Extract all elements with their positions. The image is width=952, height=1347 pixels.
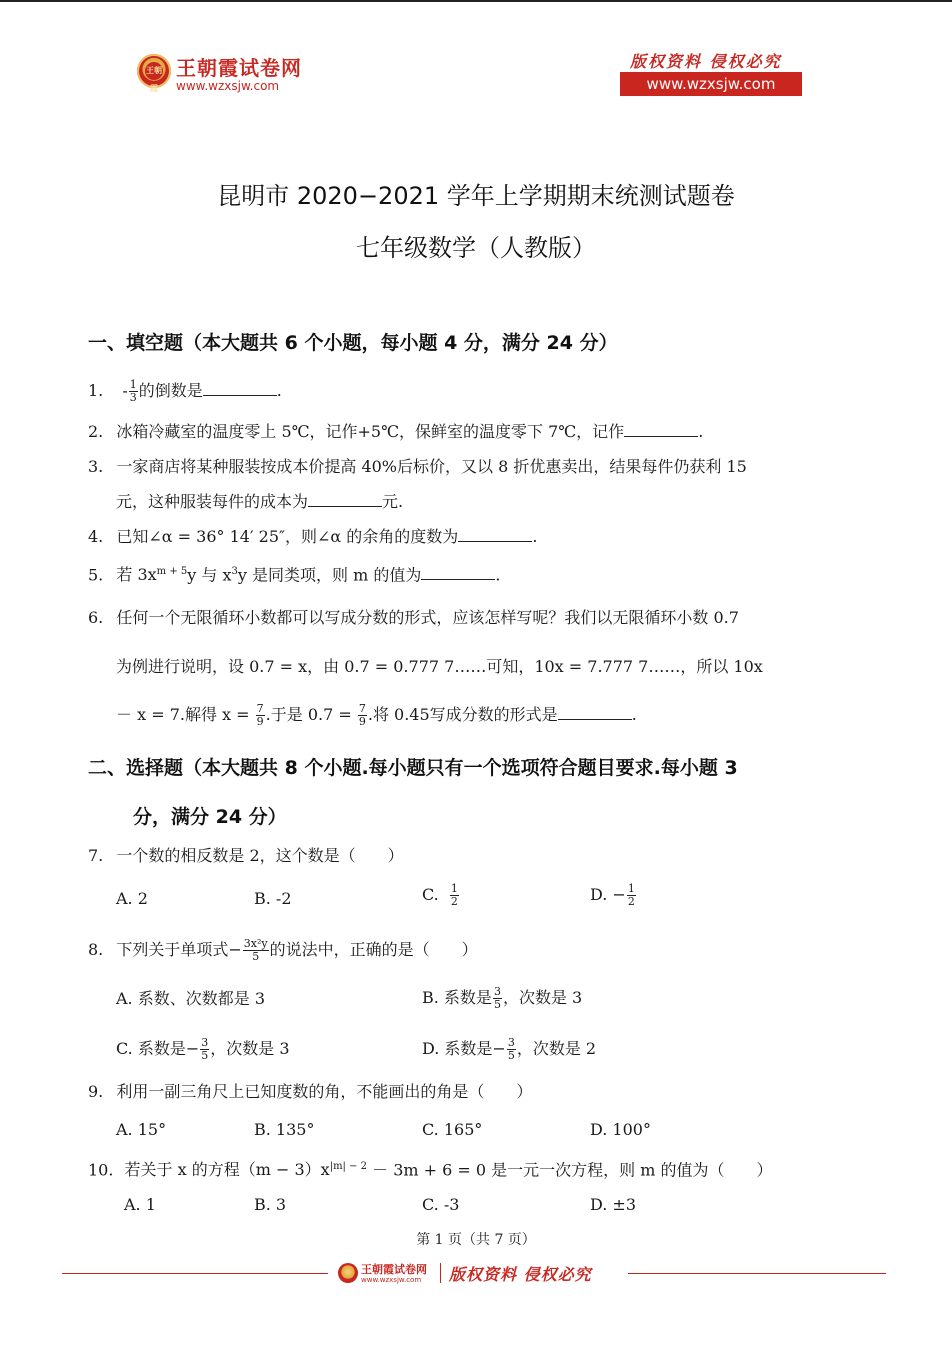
q6-line3 (116, 703, 637, 728)
q4-end: . (532, 527, 538, 546)
q8-b-label: B. 系数是 (422, 988, 492, 1007)
q7-d-label: D. − (590, 885, 626, 904)
footer-slogan: 版权资料 侵权必究 (449, 1265, 592, 1284)
q8-d-fraction (507, 1037, 516, 1062)
section2-heading-cont: 分，满分 24 分） (133, 806, 287, 828)
section1-heading: 一、填空题（本大题共 6 个小题，每小题 4 分，满分 24 分） (88, 332, 618, 354)
q8-option-b[interactable] (422, 986, 582, 1011)
q9-number: 9. (88, 1082, 104, 1101)
q7-c-den: 2 (450, 895, 458, 908)
q1-fraction-num: 1 (129, 378, 137, 391)
q3-number: 3. (88, 457, 104, 476)
footer-line-right (628, 1273, 886, 1274)
q4-blank (458, 527, 532, 542)
q1-fraction-den: 3 (129, 391, 137, 404)
section2-heading: 二、选择题（本大题共 8 个小题.每小题只有一个选项符合题目要求.每小题 3 (88, 757, 738, 779)
q8-d-den: 5 (507, 1049, 515, 1062)
question-6 (88, 607, 739, 629)
q1-blank (203, 381, 277, 396)
q8-c-fraction (200, 1037, 209, 1062)
q6-f1-den: 9 (256, 715, 264, 728)
exam-subtitle: 七年级数学（人教版） (356, 234, 596, 262)
q6-line3-b: .于是 0.7 = (265, 705, 357, 724)
q8-d-tail: ，次数是 2 (516, 1039, 597, 1058)
q4-number: 4. (88, 527, 104, 546)
q8-c-tail: ，次数是 3 (210, 1039, 290, 1058)
question-10 (88, 1156, 773, 1181)
question-1 (88, 379, 282, 404)
q7-number: 7. (88, 846, 104, 865)
question-4 (88, 526, 537, 548)
q7-c-label: C. (422, 885, 439, 904)
q5-end: . (495, 565, 501, 585)
site-name: 王朝霞试卷网 (176, 56, 302, 80)
q8-option-d[interactable] (422, 1037, 596, 1062)
top-border-line (0, 0, 952, 2)
q2-blank (624, 422, 698, 437)
q10-number: 10. (88, 1160, 114, 1180)
q10-option-a[interactable]: A. 1 (124, 1195, 156, 1214)
q3-line2: 元，这种服装每件的成本为 (116, 492, 309, 511)
question-9 (88, 1081, 532, 1103)
q7-d-fraction (627, 883, 636, 908)
q6-line3-c: .将 0.45写成分数的形式是 (367, 705, 558, 724)
q9-text: 利用一副三角尺上已知度数的角，不能画出的角是（ ） (116, 1082, 533, 1101)
question-5 (88, 561, 500, 586)
q9-option-b[interactable]: B. 135° (254, 1120, 315, 1139)
q8-b-tail: ，次数是 3 (502, 988, 583, 1007)
q8-c-num: 3 (201, 1036, 209, 1049)
q8-fraction (243, 938, 269, 963)
q6-line3-a: － x = 7.解得 x = (116, 705, 255, 724)
q1-minus: - (122, 381, 128, 400)
q5-exponent-2: 3 (231, 566, 238, 577)
q7-option-b[interactable]: B. -2 (254, 889, 292, 908)
question-7 (88, 845, 404, 867)
q5-part-a: 若 3x (116, 565, 157, 585)
q9-option-d[interactable]: D. 100° (590, 1120, 651, 1139)
q10-option-b[interactable]: B. 3 (254, 1195, 287, 1214)
site-url: www.wzxsjw.com (176, 79, 280, 93)
q5-number: 5. (88, 565, 104, 585)
q8-d-label: D. 系数是− (422, 1039, 506, 1058)
q10-option-c[interactable]: C. -3 (422, 1195, 460, 1214)
q6-blank (558, 705, 632, 720)
q8-c-den: 5 (201, 1049, 209, 1062)
page-number: 第 1 页（共 7 页） (416, 1232, 536, 1248)
q8-option-a[interactable]: A. 系数、次数都是 3 (116, 989, 265, 1008)
q7-c-fraction (450, 883, 459, 908)
q8-option-c[interactable] (116, 1037, 290, 1062)
footer-line-left (62, 1273, 328, 1274)
q10-part-b: － 3m + 6 = 0 是一元一次方程，则 m 的值为（ ） (367, 1160, 773, 1180)
footer-separator (440, 1263, 441, 1283)
q8-c-label: C. 系数是− (116, 1039, 200, 1058)
q9-option-c[interactable]: C. 165° (422, 1120, 483, 1139)
q8-part-b: 的说法中，正确的是（ ） (269, 940, 478, 959)
q9-option-a[interactable]: A. 15° (116, 1120, 167, 1139)
q2-number: 2. (88, 422, 104, 441)
question-2 (88, 421, 703, 443)
q4-text: 已知∠α = 36° 14′ 25″，则∠α 的余角的度数为 (116, 527, 459, 546)
q5-blank (421, 565, 495, 580)
question-3 (88, 456, 747, 478)
q8-b-fraction (493, 986, 502, 1011)
q8-number: 8. (88, 940, 104, 959)
q1-fraction (129, 379, 138, 404)
q7-option-c[interactable] (422, 883, 460, 908)
q7-text: 一个数的相反数是 2，这个数是（ ） (116, 846, 404, 865)
q6-line2: 为例进行说明，设 0.7 = x，由 0.7 = 0.777 7……可知，10x = 7.777 7……，所以 10x (116, 657, 763, 676)
q7-option-d[interactable] (590, 883, 637, 908)
q3-line1: 一家商店将某种服装按成本价提高 40%后标价，又以 8 折优惠卖出，结果每件仍获利 15 (116, 457, 747, 476)
question-3-cont (116, 491, 403, 513)
q6-f2-den: 9 (358, 715, 366, 728)
q6-number: 6. (88, 608, 104, 627)
q6-fraction-2 (358, 703, 367, 728)
q3-end: 元. (382, 492, 404, 511)
q7-option-a[interactable]: A. 2 (116, 889, 148, 908)
footer-site-name: 王朝霞试卷网 (361, 1263, 427, 1276)
q7-c-num: 1 (450, 882, 458, 895)
q3-blank (308, 492, 382, 507)
q7-d-den: 2 (627, 895, 635, 908)
q5-part-b: y 与 x (187, 565, 232, 585)
logo-badge-icon (137, 54, 171, 93)
q5-exponent-1: m + 5 (156, 566, 188, 577)
q8-d-num: 3 (507, 1036, 515, 1049)
q1-number: 1. (88, 381, 104, 400)
question-8 (88, 938, 478, 963)
q8-fraction-num: 3x²y (243, 937, 268, 950)
q5-part-c: y 是同类项，则 m 的值为 (237, 565, 422, 585)
q8-b-num: 3 (493, 985, 501, 998)
q10-exponent: |m| − 2 (329, 1161, 368, 1172)
q6-fraction-1 (256, 703, 265, 728)
q2-end: . (698, 422, 704, 441)
q10-option-d[interactable]: D. ±3 (590, 1195, 637, 1214)
copyright-url-bar: www.wzxsjw.com (620, 72, 802, 96)
q6-f1-num: 7 (256, 702, 264, 715)
q6-line1: 任何一个无限循环小数都可以写成分数的形式，应该怎样写呢？我们以无限循环小数 0.7 (116, 608, 739, 627)
footer-logo-icon (338, 1263, 358, 1283)
logo-badge-text: 王朝霞 (145, 62, 163, 80)
q10-part-a: 若关于 x 的方程（m − 3）x (124, 1160, 330, 1180)
q8-fraction-den: 5 (252, 950, 260, 963)
exam-title: 昆明市 2020−2021 学年上学期期末统测试题卷 (217, 182, 735, 210)
q1-text: 的倒数是 (138, 381, 203, 400)
q8-part-a: 下列关于单项式− (116, 940, 242, 959)
q2-text: 冰箱冷藏室的温度零上 5℃，记作+5℃，保鲜室的温度零下 7℃，记作 (116, 422, 625, 441)
q1-end: . (276, 381, 282, 400)
footer-site-url: www.wzxsjw.com (361, 1276, 422, 1284)
q6-f2-num: 7 (358, 702, 366, 715)
q7-d-num: 1 (627, 882, 635, 895)
copyright-slogan: 版权资料 侵权必究 (630, 52, 782, 71)
q8-b-den: 5 (493, 998, 501, 1011)
q6-end: . (631, 705, 637, 724)
